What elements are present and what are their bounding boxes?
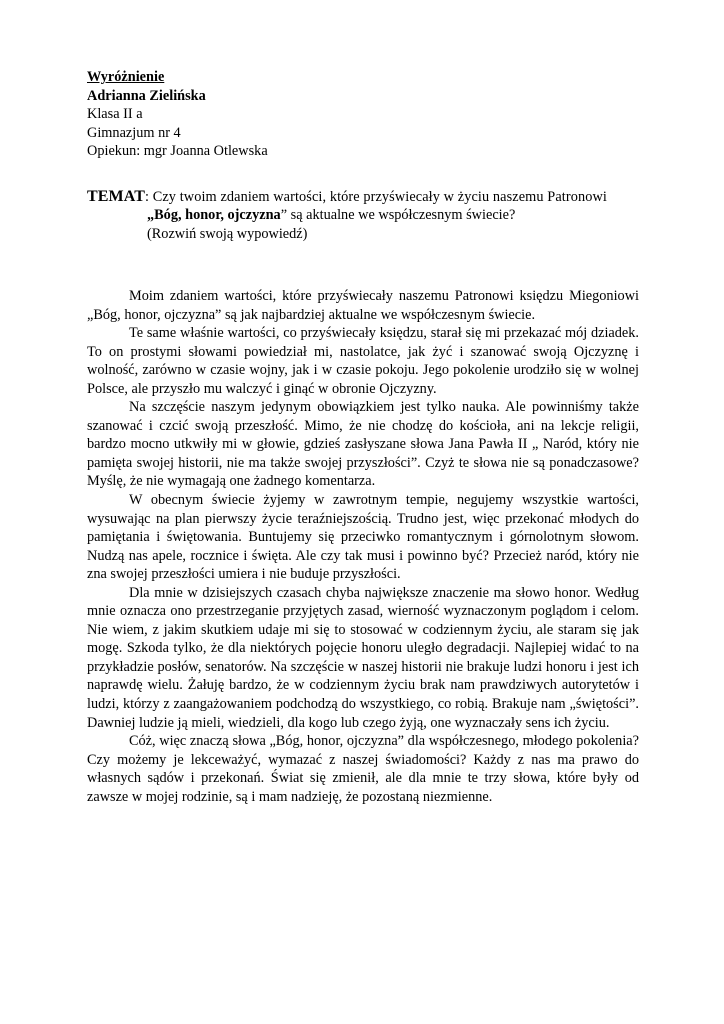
topic-instruction: (Rozwiń swoją wypowiedź)	[147, 225, 308, 242]
document-header	[87, 68, 268, 161]
essay-paragraph: Dla mnie w dzisiejszych czasach chyba największe znaczenie ma słowo honor. Według mnie oznacza ono przestrzeganie przyjętych zasad, wierność wyznaczonym poglądom i celom. Nie wiem, z jakim skutkiem udaje mi się to stosować w codziennym życiu, ale staram się jak mogę. Szkoda tylko, że dla niektórych pojęcie honoru uległo degradacji. Najlepiej widać to na przykładzie posłów, senatorów. Na szczęście w naszej historii nie brakuje ludzi honoru i jest ich naprawdę wielu. Żałuję bardzo, że w codziennym życiu brak nam prawdziwych autorytetów i ludzi, którzy z zaangażowaniem podchodzą do wszystkiego, co robią. Brakuje nam „świętości”. Dawniej ludzie ją mieli, wiedzieli, dla kogo lub czego żyją, one wyznaczały sens ich życiu.	[87, 584, 639, 731]
essay-paragraph: W obecnym świecie żyjemy w zawrotnym tempie, negujemy wszystkie wartości, wysuwając na plan pierwszy życie teraźniejszością. Trudno jest, więc przekonać młodych do pamiętania i świętowania. Buntujemy się przeciwko romantycznym i górnolotnym słowom. Nudzą nas apele, rocznice i święta. Ale czy tak musi i powinno być? Przecież naród, który nie zna swojej przeszłości umiera i nie buduje przyszłości.	[87, 492, 639, 583]
supervisor-name: Opiekun: mgr Joanna Otlewska	[87, 143, 268, 160]
topic-question-line2: ” są aktualne we współczesnym świecie?	[280, 207, 516, 224]
essay-paragraph: Te same właśnie wartości, co przyświecały księdzu, starał się mi przekazać mój dziadek. To on prostymi słowami powiedział mi, nastolatce, jak żyć i szanować swoją Ojczyznę i wolność, zarówno w czasie wojny, jak i w czasie pokoju. Jego pokolenie urodziło się w wolnej Polsce, ale przyszło mu walczyć i ginąć w obronie Ojczyzny.	[87, 325, 639, 397]
topic-question-line1: : Czy twoim zdaniem wartości, które przyświecały w życiu naszemu Patronowi	[144, 189, 607, 205]
essay-paragraph: Cóż, więc znaczą słowa „Bóg, honor, ojczyzna” dla współczesnego, młodego pokolenia? Czy możemy je lekceważyć, wymazać z naszej świadomości? Każdy z nas ma prawo do własnych sądów i przekonań. Świat się zmienił, ale dla mnie te trzy słowa, które były od zawsze w mojej rodzinie, są i mam nadzieję, że pozostaną niezmienne.	[87, 733, 639, 805]
essay-topic	[87, 188, 647, 243]
award-title: Wyróżnienie	[87, 69, 165, 85]
topic-label: TEMAT	[87, 188, 145, 205]
author-name: Adrianna Zielińska	[87, 87, 206, 104]
essay-paragraph: Na szczęście naszym jedynym obowiązkiem jest tylko nauka. Ale powinniśmy także szanować i czcić swoją przeszłość. Mimo, że nie chodzę do kościoła, ani na lekcje religii, bardzo mocno utkwiły mi w głowie, gdzieś zasłyszane słowa Jana Pawła II „ Naród, który nie pamięta swojej historii, nie ma także swojej przyszłości”. Czyż te słowa nie są ponadczasowe? Myślę, że nie wymagają one żadnego komentarza.	[87, 399, 639, 490]
topic-motto: „Bóg, honor, ojczyzna	[147, 207, 281, 224]
essay-paragraph: Moim zdaniem wartości, które przyświecały naszemu Patronowi księdzu Miegoniowi „Bóg, honor, ojczyzna” są jak najbardziej aktualne we współczesnym świecie.	[87, 288, 639, 323]
essay-body	[87, 287, 639, 806]
school-name: Gimnazjum nr 4	[87, 124, 181, 141]
class-name: Klasa II a	[87, 106, 143, 123]
